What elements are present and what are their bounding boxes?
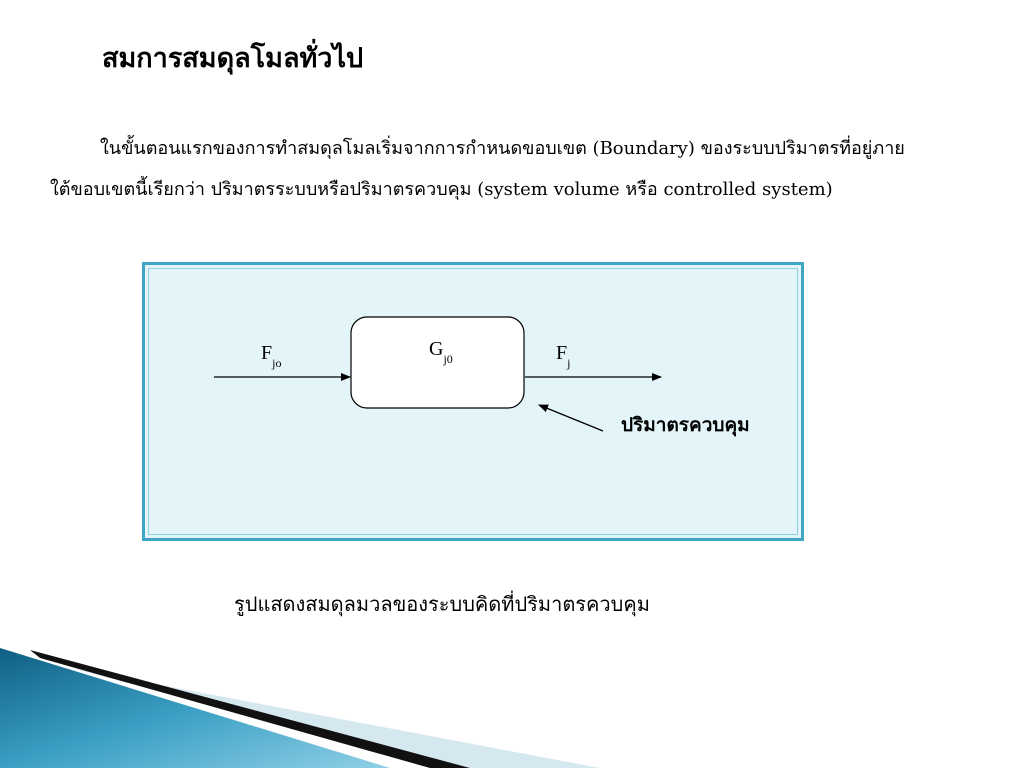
control-volume-label: ปริมาตรควบคุม [621, 414, 750, 436]
outlet-flow-label: $F_j$ [556, 342, 571, 370]
intro-paragraph-text: ในขั้นตอนแรกของการทำสมดุลโมลเริ่มจากการกำหนดขอบเขต (Boundary) ของระบบปริมาตรที่อยู่ภายใต้ขอบเขตนี้เรียกว่า ปริมาตรระบบหรือปริมาตรควบคุม (system volume หรือ controlled system) [50, 138, 905, 200]
figure-caption: รูปแสดงสมดุลมวลของระบบคิดที่ปริมาตรควบคุม [234, 592, 650, 616]
generation-label: $G_{j0}$ [429, 338, 453, 366]
slide-title: สมการสมดุลโมลทั่วไป [102, 43, 364, 74]
inlet-flow-label: $F_{jo}$ [261, 342, 282, 370]
